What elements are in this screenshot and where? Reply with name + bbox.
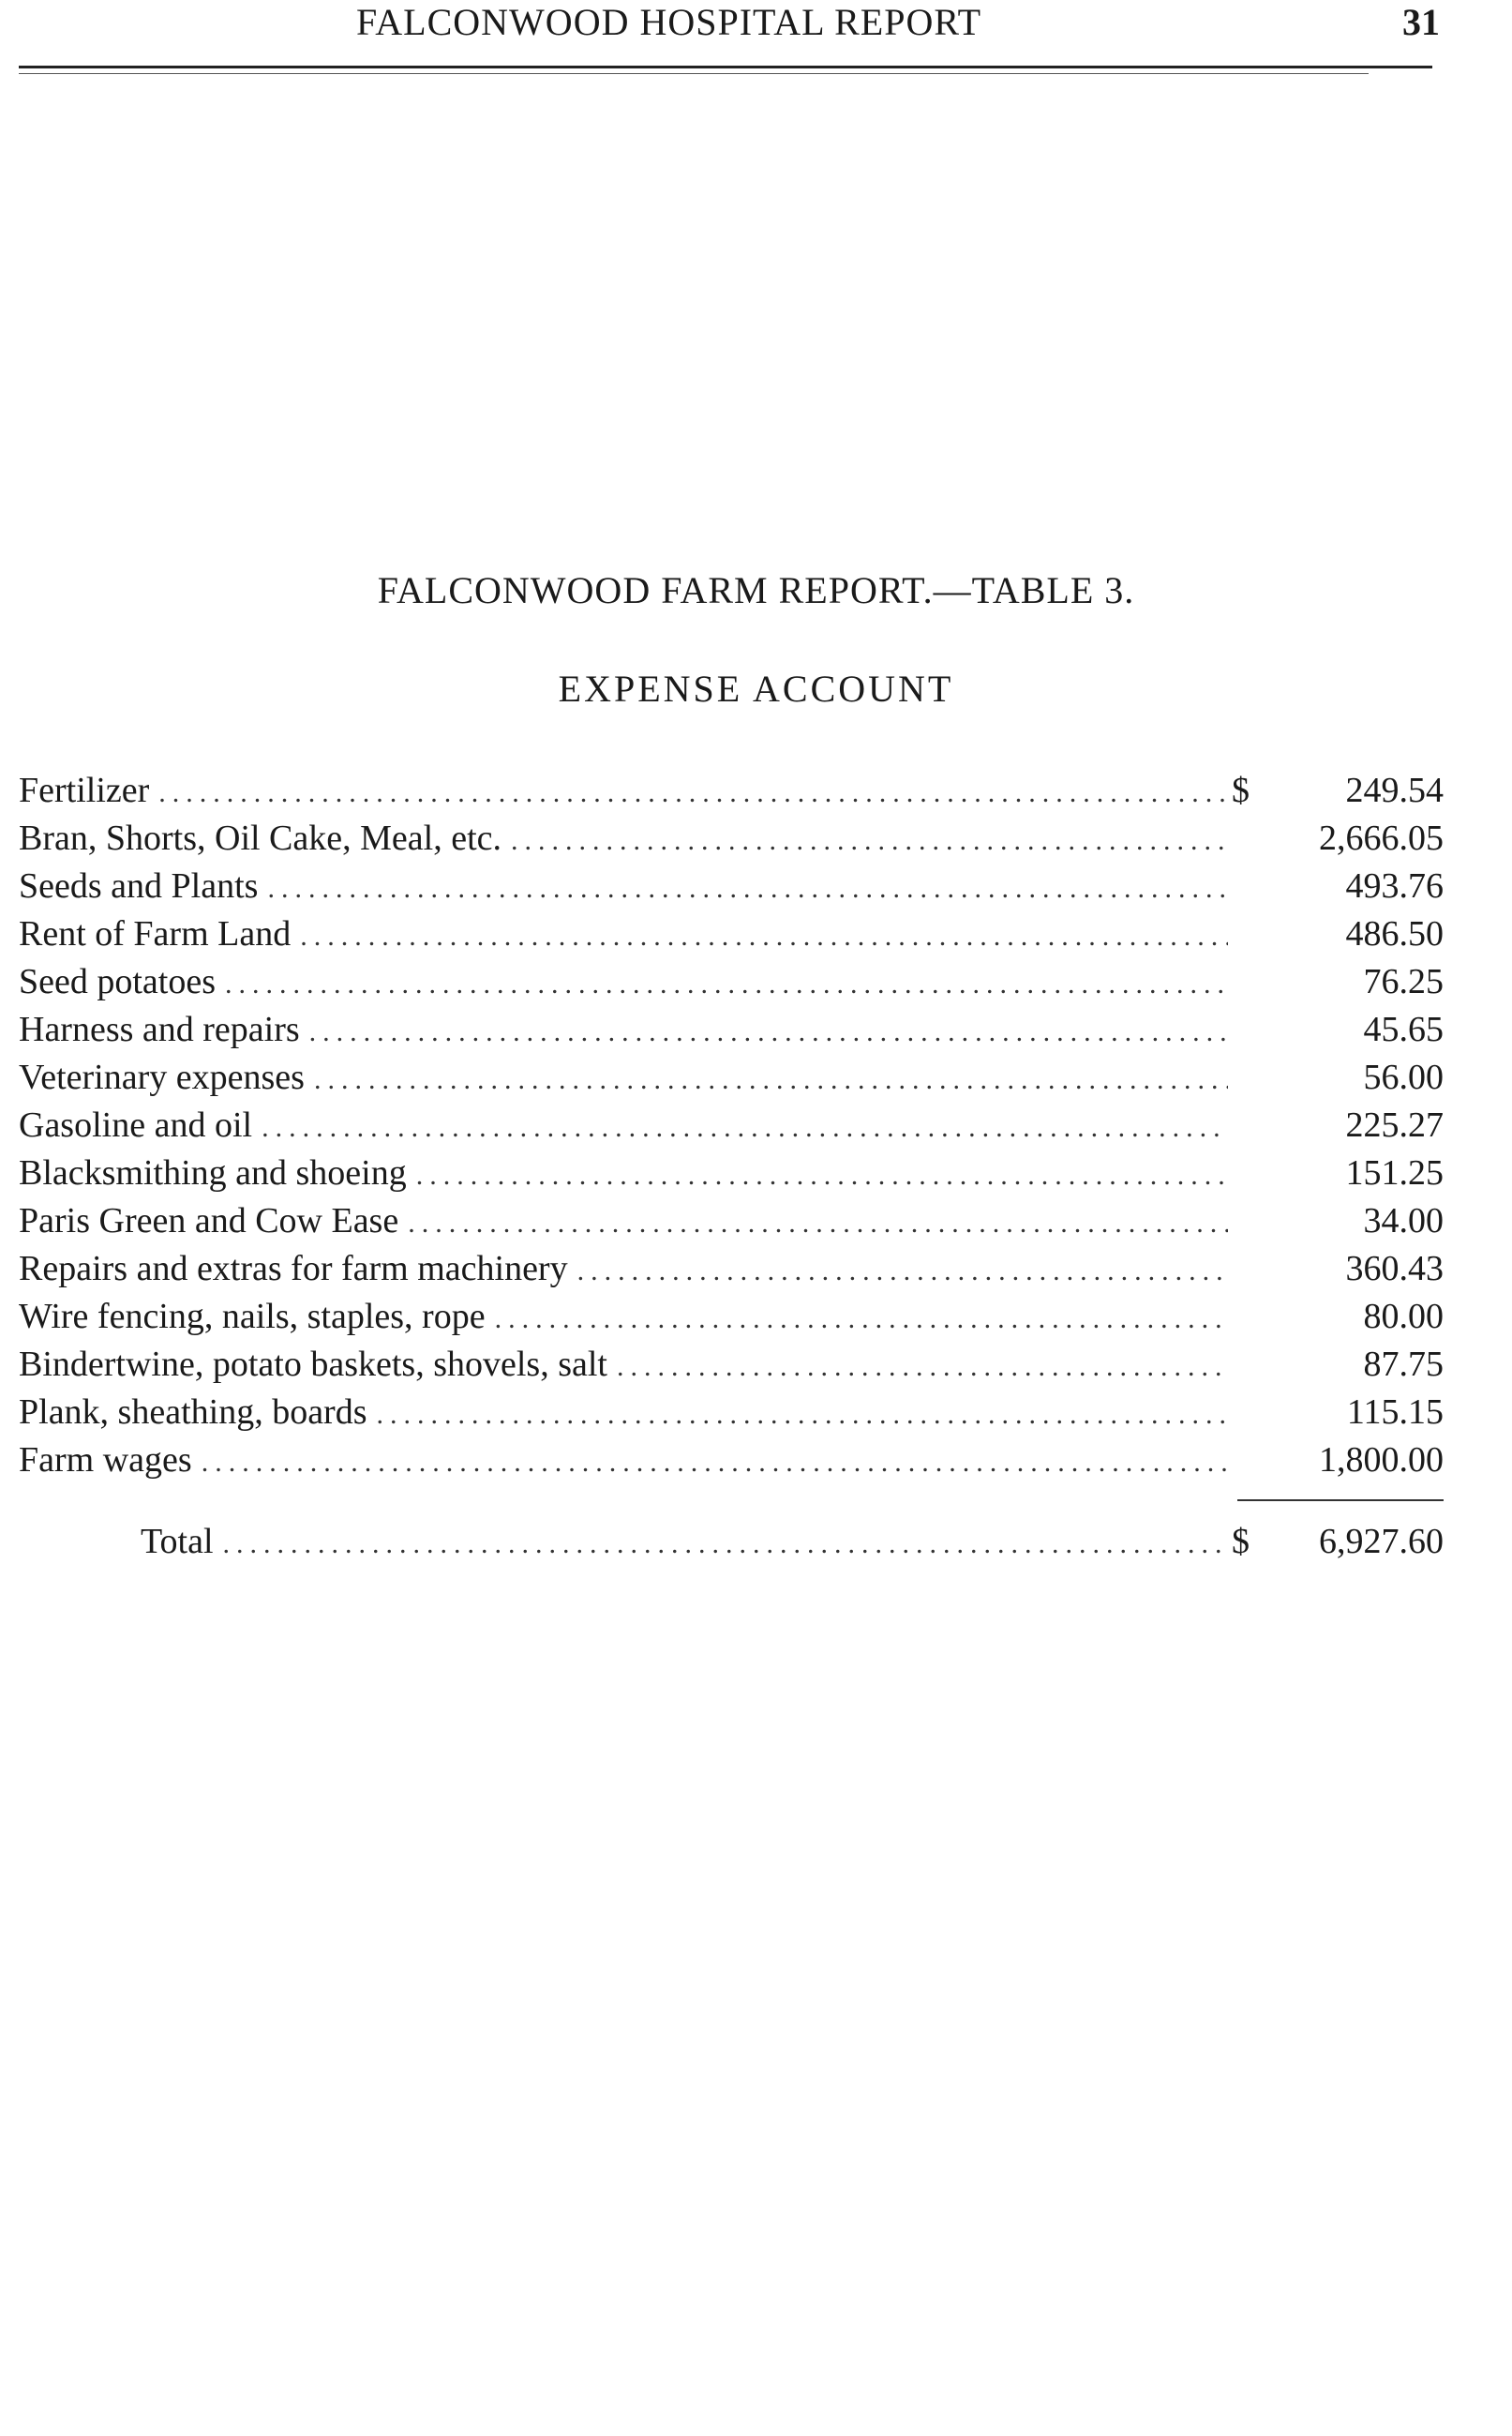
item-label: Seeds and Plants: [19, 866, 259, 906]
item-amount: 493.76: [1345, 866, 1444, 906]
ledger-total-row: [19, 1518, 1444, 1566]
running-head: [0, 0, 1512, 66]
item-amount: 151.25: [1345, 1153, 1444, 1193]
header-rule-secondary: [19, 73, 1369, 74]
item-label: Rent of Farm Land: [19, 914, 292, 954]
ledger-row: [19, 1006, 1444, 1054]
dot-leader: [617, 1343, 1228, 1391]
item-label: Bran, Shorts, Oil Cake, Meal, etc.: [19, 819, 502, 858]
item-label: Farm wages: [19, 1440, 192, 1480]
ledger-row-fertilizer: [19, 767, 1444, 815]
expense-ledger: [19, 767, 1444, 1566]
item-label: Repairs and extras for farm machinery: [19, 1249, 568, 1288]
ledger-row: [19, 1245, 1444, 1293]
ledger-row: [19, 863, 1444, 910]
item-label: Wire fencing, nails, staples, rope: [19, 1297, 486, 1336]
dot-leader: [511, 817, 1228, 865]
ledger-row: [19, 958, 1444, 1006]
dot-leader: [309, 1008, 1228, 1056]
dot-leader: [267, 865, 1228, 912]
ledger-row: [19, 815, 1444, 863]
dot-leader: [314, 1056, 1228, 1104]
item-amount: 76.25: [1363, 962, 1444, 1001]
currency-symbol: $: [1232, 771, 1250, 810]
dot-leader: [202, 1438, 1228, 1486]
ledger-row: [19, 910, 1444, 958]
dot-leader: [577, 1247, 1228, 1295]
dot-leader: [262, 1104, 1228, 1151]
ledger-row: [19, 1150, 1444, 1197]
item-label: Bindertwine, potato baskets, shovels, salt: [19, 1345, 607, 1384]
item-amount: 360.43: [1345, 1249, 1444, 1288]
running-title: FALCONWOOD HOSPITAL REPORT: [356, 1, 982, 43]
item-label: Blacksmithing and shoeing: [19, 1153, 407, 1193]
section-title: EXPENSE ACCOUNT: [558, 668, 954, 710]
dot-leader: [495, 1295, 1228, 1343]
item-amount: 2,666.05: [1319, 819, 1444, 858]
table-title: FALCONWOOD FARM REPORT.—TABLE 3.: [377, 569, 1135, 611]
currency-symbol: $: [1232, 1522, 1250, 1561]
item-amount: 486.50: [1345, 914, 1444, 954]
total-label: Total: [141, 1522, 214, 1561]
ledger-row: [19, 1102, 1444, 1150]
header-rule: [19, 66, 1432, 68]
ledger-row: [19, 1389, 1444, 1436]
item-amount: 249.54: [1345, 771, 1444, 810]
item-label: Veterinary expenses: [19, 1058, 305, 1097]
dot-leader: [300, 912, 1228, 960]
page-number: 31: [1402, 1, 1440, 43]
item-amount: 115.15: [1346, 1392, 1444, 1432]
dot-leader: [408, 1199, 1228, 1247]
item-label: Paris Green and Cow Ease: [19, 1201, 399, 1241]
ledger-row: [19, 1197, 1444, 1245]
item-amount: 225.27: [1345, 1105, 1444, 1145]
item-label: Gasoline and oil: [19, 1105, 253, 1145]
item-label: Seed potatoes: [19, 962, 217, 1001]
item-label: Fertilizer: [19, 771, 150, 810]
item-amount: 87.75: [1363, 1345, 1444, 1384]
item-amount: 80.00: [1363, 1297, 1444, 1336]
item-label: Plank, sheathing, boards: [19, 1392, 367, 1432]
item-amount: 56.00: [1363, 1058, 1444, 1097]
dot-leader: [158, 769, 1228, 817]
ledger-row: [19, 1054, 1444, 1102]
dot-leader: [225, 960, 1228, 1008]
ledger-row: [19, 1341, 1444, 1389]
ledger-row: [19, 1293, 1444, 1341]
dot-leader: [377, 1391, 1228, 1438]
dot-leader: [223, 1520, 1228, 1568]
total-amount: 6,927.60: [1319, 1522, 1444, 1561]
ledger-row: [19, 1436, 1444, 1484]
item-label: Harness and repairs: [19, 1010, 300, 1049]
dot-leader: [416, 1151, 1228, 1199]
item-amount: 1,800.00: [1319, 1440, 1444, 1480]
item-amount: 45.65: [1363, 1010, 1444, 1049]
item-amount: 34.00: [1363, 1201, 1444, 1241]
sum-rule: [19, 1484, 1444, 1512]
